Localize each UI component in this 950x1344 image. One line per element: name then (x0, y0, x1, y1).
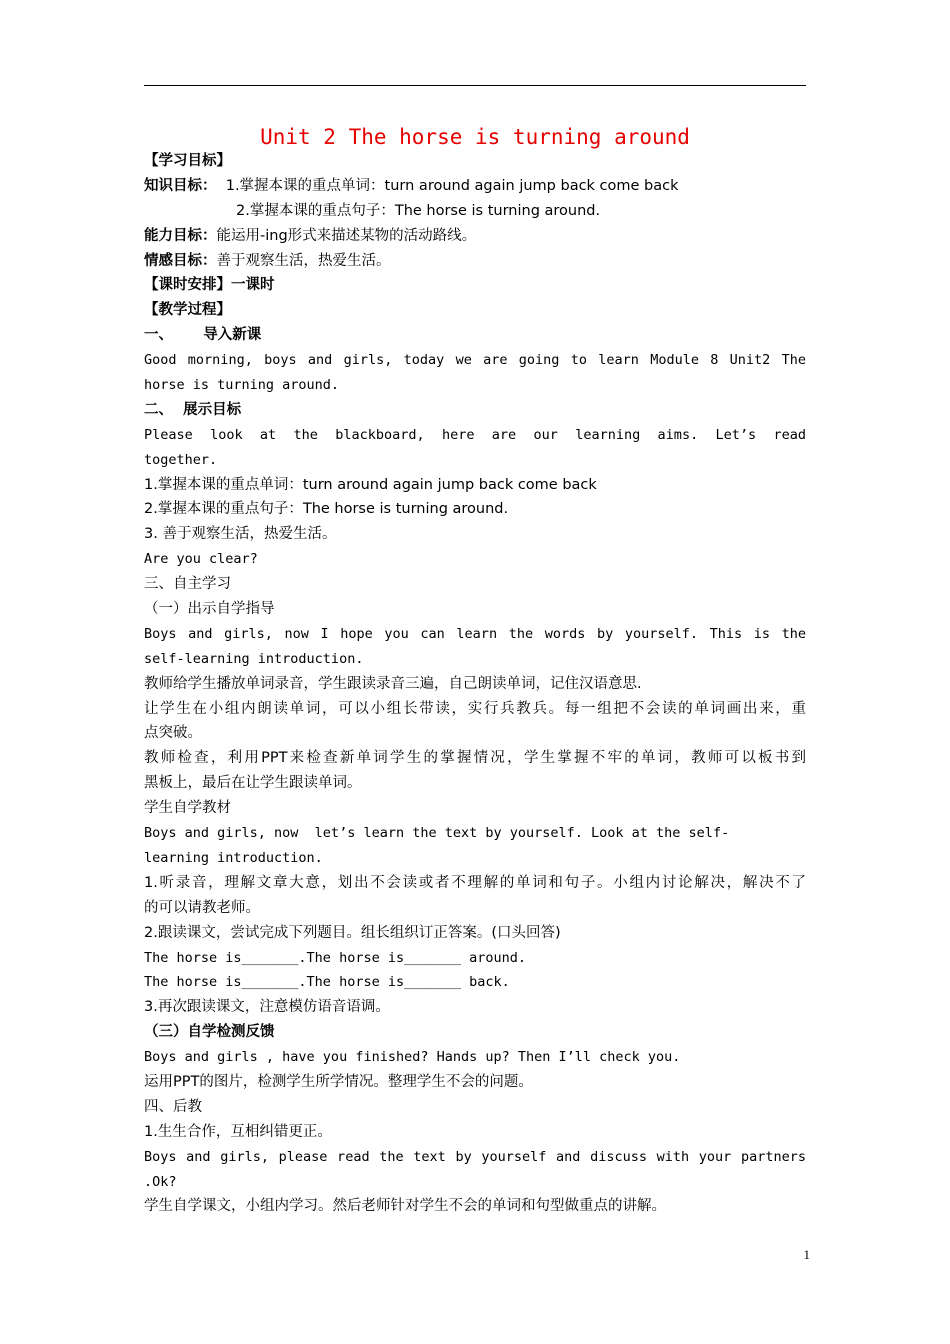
text-line: 2.掌握本课的重点句子：The horse is turning around. (236, 202, 601, 219)
text-line: 学生自学课文，小组内学习。然后老师针对学生不会的单词和句型做重点的讲解。 (144, 1198, 666, 1215)
text-line: learning introduction. (144, 849, 323, 866)
text-line: 三、自主学习 (144, 576, 231, 593)
text-line: 让学生在小组内朗读单词，可以小组长带读，实行兵教兵。每一组把不会读的单词画出来，重 (144, 700, 806, 717)
objective-label: 能力目标： (144, 227, 217, 244)
objective-text: 善于观察生活，热爱生活。 (216, 252, 391, 269)
text-line: 教师给学生播放单词录音，学生跟读录音三遍，自己朗读单词，记住汉语意思. (144, 675, 642, 692)
text-line: Are you clear? (144, 551, 258, 568)
text-line: 【学习目标】 (144, 153, 231, 169)
document-body (144, 149, 806, 1219)
objective-text: 1.掌握本课的重点单词：turn around again jump back come back (216, 177, 679, 194)
text-line: 1.听录音，理解文章大意，划出不会读或者不理解的单词和句子。小组内讨论解决，解决不了 (144, 874, 806, 891)
text-line: horse is turning around. (144, 377, 340, 394)
text-line: Boys and girls , have you finished? Hands up? Then I’ll check you. (144, 1049, 681, 1066)
text-line: 黑板上，最后在让学生跟读单词。 (144, 775, 362, 792)
text-line: The horse is_______.The horse is_______ around. (144, 949, 527, 966)
objective-label: 知识目标： (144, 177, 217, 194)
text-line (144, 224, 806, 249)
text-line: 3.再次跟读课文，注意模仿语音语调。 (144, 999, 390, 1016)
objective-text: 能运用-ing形式来描述某物的活动路线。 (216, 227, 477, 244)
text-line: （一）出示自学指导 (144, 601, 275, 618)
text-line: 二、 展示目标 (144, 401, 242, 418)
text-line: 点突破。 (144, 725, 202, 742)
text-line: self-learning introduction. (144, 650, 364, 667)
text-line (144, 174, 806, 199)
text-line: 2.掌握本课的重点句子：The horse is turning around. (144, 501, 509, 518)
text-line: 2.跟读课文，尝试完成下列题目。组长组织订正答案。(口头回答) (144, 924, 561, 941)
text-line: 运用PPT的图片，检测学生所学情况。整理学生不会的问题。 (144, 1073, 533, 1090)
text-line: Boys and girls, please read the text by yourself and discuss with your partners (144, 1148, 806, 1165)
text-line: 1.掌握本课的重点单词：turn around again jump back come back (144, 476, 597, 493)
text-line: 的可以请教老师。 (144, 899, 260, 916)
text-line: 教师检查，利用PPT来检查新单词学生的掌握情况，学生掌握不牢的单词，教师可以板书到 (144, 750, 806, 767)
text-line: 【课时安排】一课时 (144, 277, 275, 294)
text-line: 一、 导入新课 (144, 327, 262, 344)
text-line: 学生自学教材 (144, 800, 231, 817)
text-line: 四、后教 (144, 1098, 202, 1115)
text-line (144, 249, 806, 274)
text-line: （三）自学检测反馈 (144, 1024, 275, 1041)
text-line: Boys and girls, now let’s learn the text by yourself. Look at the self- (144, 825, 730, 842)
text-line: 1.生生合作，互相纠错更正。 (144, 1123, 332, 1140)
text-line: Please look at the blackboard, here are our learning aims. Let’s read (144, 426, 806, 443)
text-line: Boys and girls, now I hope you can learn the words by yourself. This is the (144, 625, 806, 642)
document-title: Unit 2 The horse is turning around (260, 125, 690, 149)
text-line: together. (144, 451, 218, 468)
text-line: The horse is_______.The horse is_______ back. (144, 974, 510, 991)
objective-label: 情感目标： (144, 252, 217, 269)
page-number: 1 (803, 1247, 810, 1262)
text-line: Good morning, boys and girls, today we are going to learn Module 8 Unit2 The (144, 352, 806, 369)
text-line: .Ok? (144, 1173, 177, 1190)
text-line: 【教学过程】 (144, 302, 231, 319)
text-line: 3. 善于观察生活，热爱生活。 (144, 526, 337, 543)
header-rule (144, 85, 806, 86)
